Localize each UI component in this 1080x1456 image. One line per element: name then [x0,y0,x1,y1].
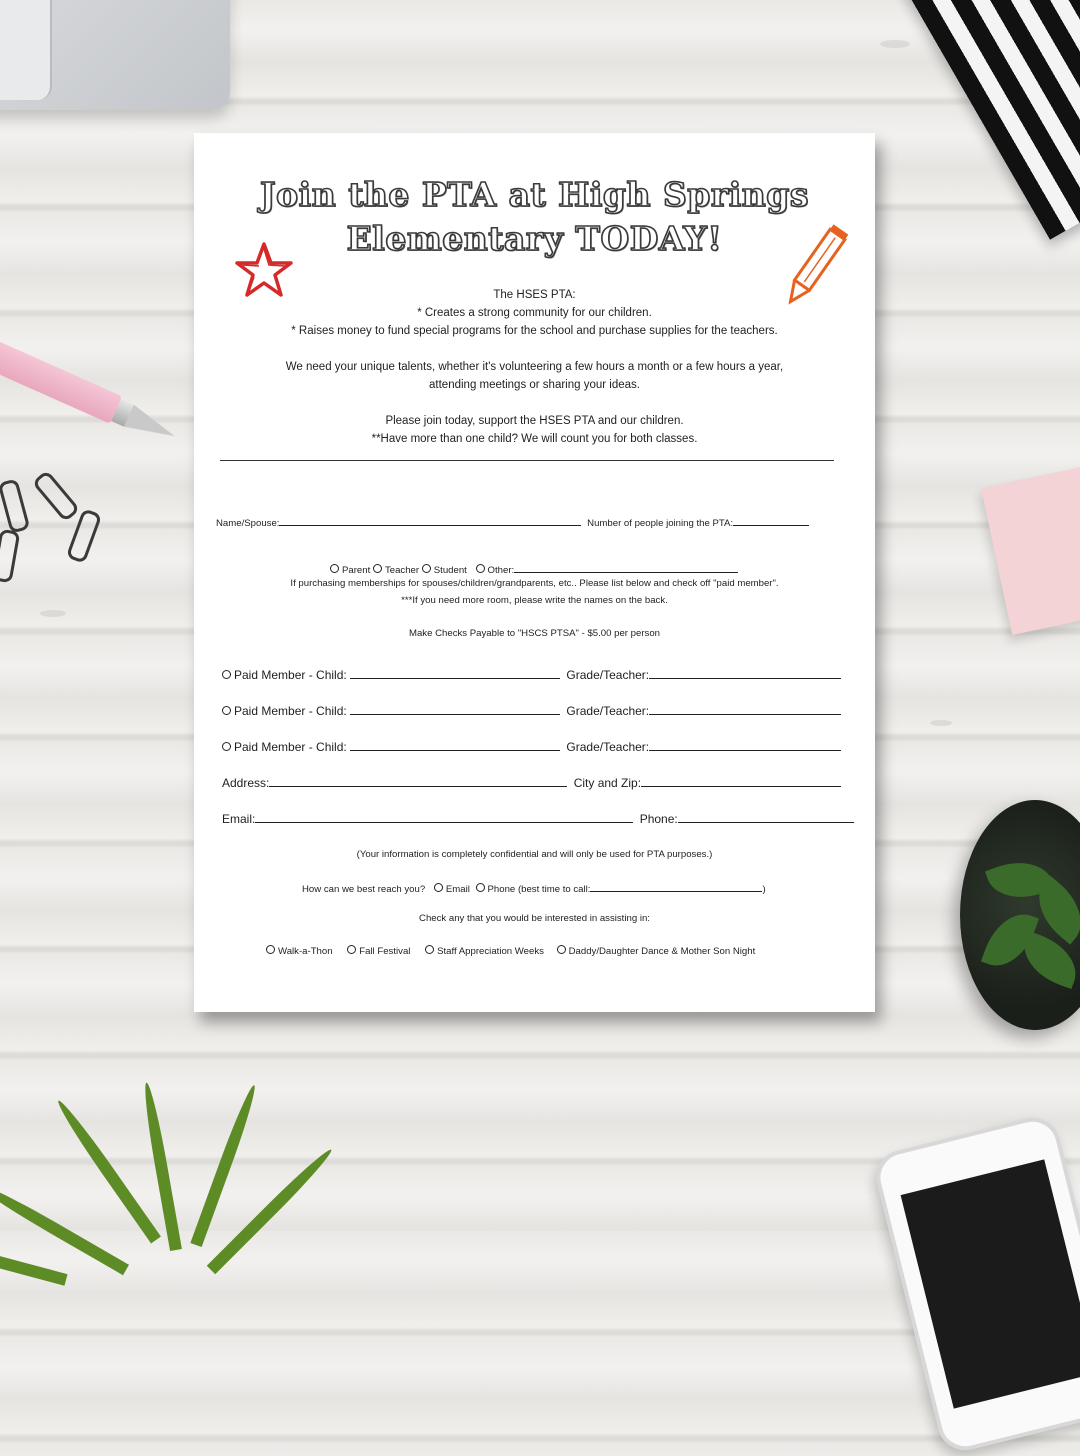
teacher-label: Teacher [384,565,420,576]
grade-teacher-field[interactable] [649,704,841,715]
child-name-field[interactable] [350,668,560,679]
sticky-note [981,455,1080,635]
grade-teacher-label: Grade/Teacher: [566,668,650,682]
best-time-field[interactable] [590,881,762,892]
grade-teacher-label: Grade/Teacher: [566,740,650,754]
reach-label: How can we best reach you? [302,884,426,895]
smartphone [871,1112,1080,1456]
pen-tip [124,405,179,447]
form-title-line2: Elementary TODAY! [346,219,723,258]
join-line-2: **Have more than one child? We will count you for both classes. [371,433,698,445]
staff-appreciation-label: Staff Appreciation Weeks [437,946,544,957]
people-count-label: Number of people joining the PTA: [587,518,734,529]
talents-line-2: attending meetings or sharing your ideas. [429,379,640,391]
intro-bullet-1: * Creates a strong community for our children. [417,307,652,319]
address-row [222,776,841,790]
reach-row [302,881,766,895]
other-label: Other: [487,565,515,576]
walkathon-label: Walk-a-Thon [278,946,333,957]
striped-notebook [900,0,1080,240]
star-outline [237,244,291,295]
assist-row [266,945,755,957]
phone-screen [901,1159,1080,1408]
fall-festival-label: Fall Festival [359,946,411,957]
phone-field[interactable] [678,812,854,823]
form-title-line1: Join the PTA at High Springs [260,175,809,214]
city-zip-label: City and Zip: [573,776,642,790]
paid-member-row-3 [222,740,841,754]
pta-form-paper [194,133,875,1012]
paperclip-icon [0,478,30,533]
wood-knot [880,40,910,48]
email-row [222,812,854,826]
paid-member-label: Paid Member - Child: [234,668,347,682]
talents-line-1: We need your unique talents, whether it's volunteering a few hours a month or a few hours a year, [285,361,784,373]
laptop-screen [0,0,52,100]
people-count-field[interactable] [733,515,809,526]
role-row [330,562,738,576]
reach-phone-label: Phone (best time to call: [487,884,591,895]
checks-payable-note: Make Checks Payable to "HSCS PTSA" - $5.00 per person [408,628,661,639]
grass-blade [0,1230,68,1286]
parent-label: Parent [342,565,371,576]
paid-member-label: Paid Member - Child: [234,704,347,718]
grade-teacher-field[interactable] [649,668,841,679]
divider-rule [220,460,834,461]
reach-email-label: Email [445,884,470,895]
paid-member-radio[interactable] [222,670,231,679]
paid-member-radio[interactable] [222,742,231,751]
name-spouse-label: Name/Spouse: [216,518,280,529]
grass-blade [54,1097,161,1243]
name-spouse-field[interactable] [279,515,581,526]
phone-label: Phone: [639,812,678,826]
fall-festival-checkbox[interactable] [347,945,356,954]
succulent-plant [960,800,1080,1030]
child-name-field[interactable] [350,740,560,751]
intro-heading: The HSES PTA: [493,289,576,301]
address-field[interactable] [269,776,567,787]
paperclip-icon [32,470,81,523]
spouse-note: If purchasing memberships for spouses/children/grandparents, etc.. Please list below and check off "paid member". [290,578,779,589]
pen-body [0,331,122,423]
child-name-field[interactable] [350,704,560,715]
intro-bullet-2: * Raises money to fund special programs for the school and purchase supplies for the teachers. [291,325,778,337]
other-field[interactable] [514,562,738,573]
reach-phone-radio[interactable] [476,883,485,892]
more-room-note: ***If you need more room, please write the names on the back. [401,595,668,606]
email-label: Email: [222,812,256,826]
reach-close-paren: ) [762,884,766,895]
daddy-daughter-label: Daddy/Daughter Dance & Mother Son Night [568,946,756,957]
student-radio[interactable] [422,564,431,573]
grade-teacher-label: Grade/Teacher: [566,704,650,718]
pencil-icon [779,221,849,316]
paid-member-radio[interactable] [222,706,231,715]
wood-knot [40,610,66,617]
laptop-corner [0,0,230,110]
other-radio[interactable] [476,564,485,573]
parent-radio[interactable] [330,564,339,573]
paid-member-row-1 [222,668,841,682]
staff-appreciation-checkbox[interactable] [425,945,434,954]
grade-teacher-field[interactable] [649,740,841,751]
paid-member-row-2 [222,704,841,718]
assist-heading: Check any that you would be interested in assisting in: [419,913,650,924]
name-row [216,515,809,529]
join-line-1: Please join today, support the HSES PTA and our children. [385,415,684,427]
reach-email-radio[interactable] [434,883,443,892]
student-label: Student [433,565,467,576]
daddy-daughter-checkbox[interactable] [557,945,566,954]
pink-pen [0,331,186,452]
teacher-radio[interactable] [373,564,382,573]
city-zip-field[interactable] [641,776,841,787]
confidential-note: (Your information is completely confidential and will only be used for PTA purposes.) [356,849,713,860]
paid-member-label: Paid Member - Child: [234,740,347,754]
wood-knot [930,720,952,726]
paperclip-icon [0,529,20,584]
address-label: Address: [222,776,270,790]
walkathon-checkbox[interactable] [266,945,275,954]
email-field[interactable] [255,812,633,823]
